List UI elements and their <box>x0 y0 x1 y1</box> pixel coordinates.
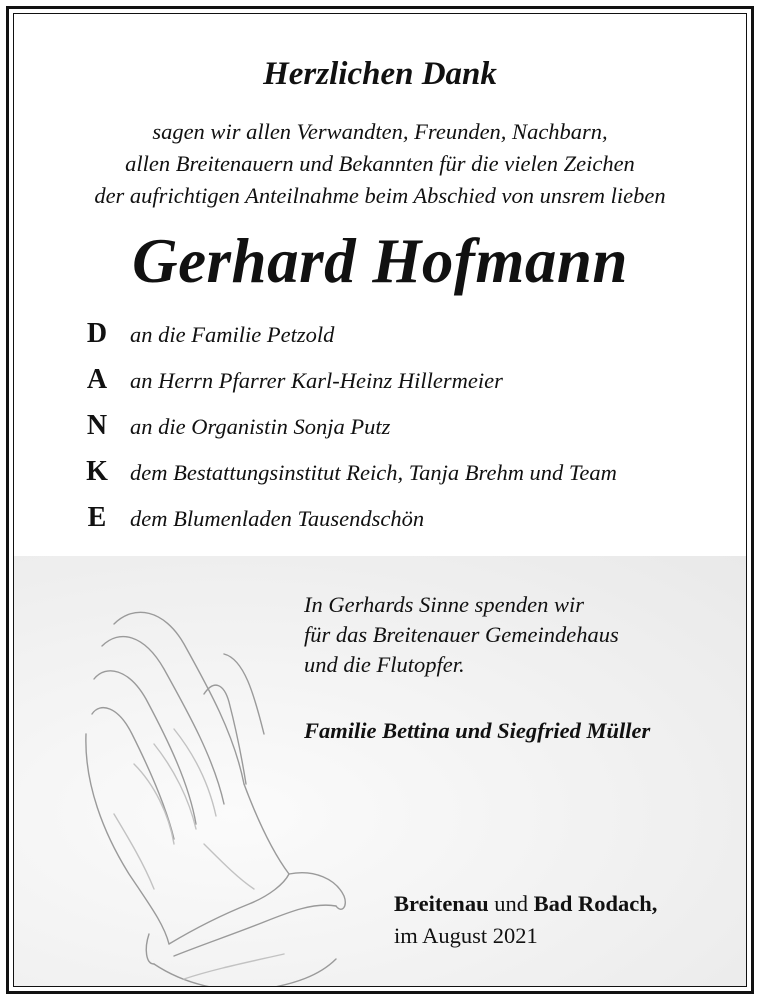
place-date <box>394 888 657 952</box>
donation-line: In Gerhards Sinne spenden wir <box>304 592 584 617</box>
town-breitenau: Breitenau <box>394 891 489 916</box>
thanks-text: dem Bestattungsinstitut Reich, Tanja Brehm und Team <box>130 460 617 485</box>
intro-line: der aufrichtigen Anteilnahme beim Abschied von unsrem lieben <box>94 183 666 208</box>
intro-line: sagen wir allen Verwandten, Freunden, Nachbarn, <box>152 119 608 144</box>
notice-heading: Herzlichen Dank <box>263 56 497 92</box>
thanks-item <box>72 456 617 502</box>
thanks-initial: D <box>86 318 108 349</box>
thanks-list <box>72 318 617 548</box>
donation-line: und die Flutopfer. <box>304 652 465 677</box>
thanks-text: an die Organistin Sonja Putz <box>130 414 391 439</box>
thanks-initial: N <box>86 410 108 441</box>
intro-text <box>14 116 746 212</box>
thanks-item <box>72 410 617 456</box>
thanks-text: an die Familie Petzold <box>130 322 335 347</box>
town-bad-rodach: Bad Rodach, <box>533 891 658 916</box>
outer-border <box>6 6 754 994</box>
place-line <box>394 888 657 920</box>
place-connector: und <box>488 891 534 916</box>
notice-date: im August 2021 <box>394 923 538 948</box>
thanks-initial: E <box>87 502 107 533</box>
thanks-item <box>72 318 617 364</box>
family-signature: Familie Bettina und Siegfried Müller <box>304 718 651 743</box>
thanks-initial: K <box>86 456 108 487</box>
thanks-initial: A <box>86 364 108 395</box>
thanks-text: dem Blumenladen Tausendschön <box>130 506 425 531</box>
notice-card <box>13 13 747 987</box>
intro-line: allen Breitenauern und Bekannten für die vielen Zeichen <box>125 151 635 176</box>
deceased-name: Gerhard Hofmann <box>132 226 628 296</box>
donation-line: für das Breitenauer Gemeindehaus <box>304 622 619 647</box>
thanks-item <box>72 502 617 548</box>
thanks-text: an Herrn Pfarrer Karl-Heinz Hillermeier <box>130 368 503 393</box>
thanks-item <box>72 364 617 410</box>
donation-text <box>304 590 619 680</box>
lower-section <box>14 556 746 986</box>
